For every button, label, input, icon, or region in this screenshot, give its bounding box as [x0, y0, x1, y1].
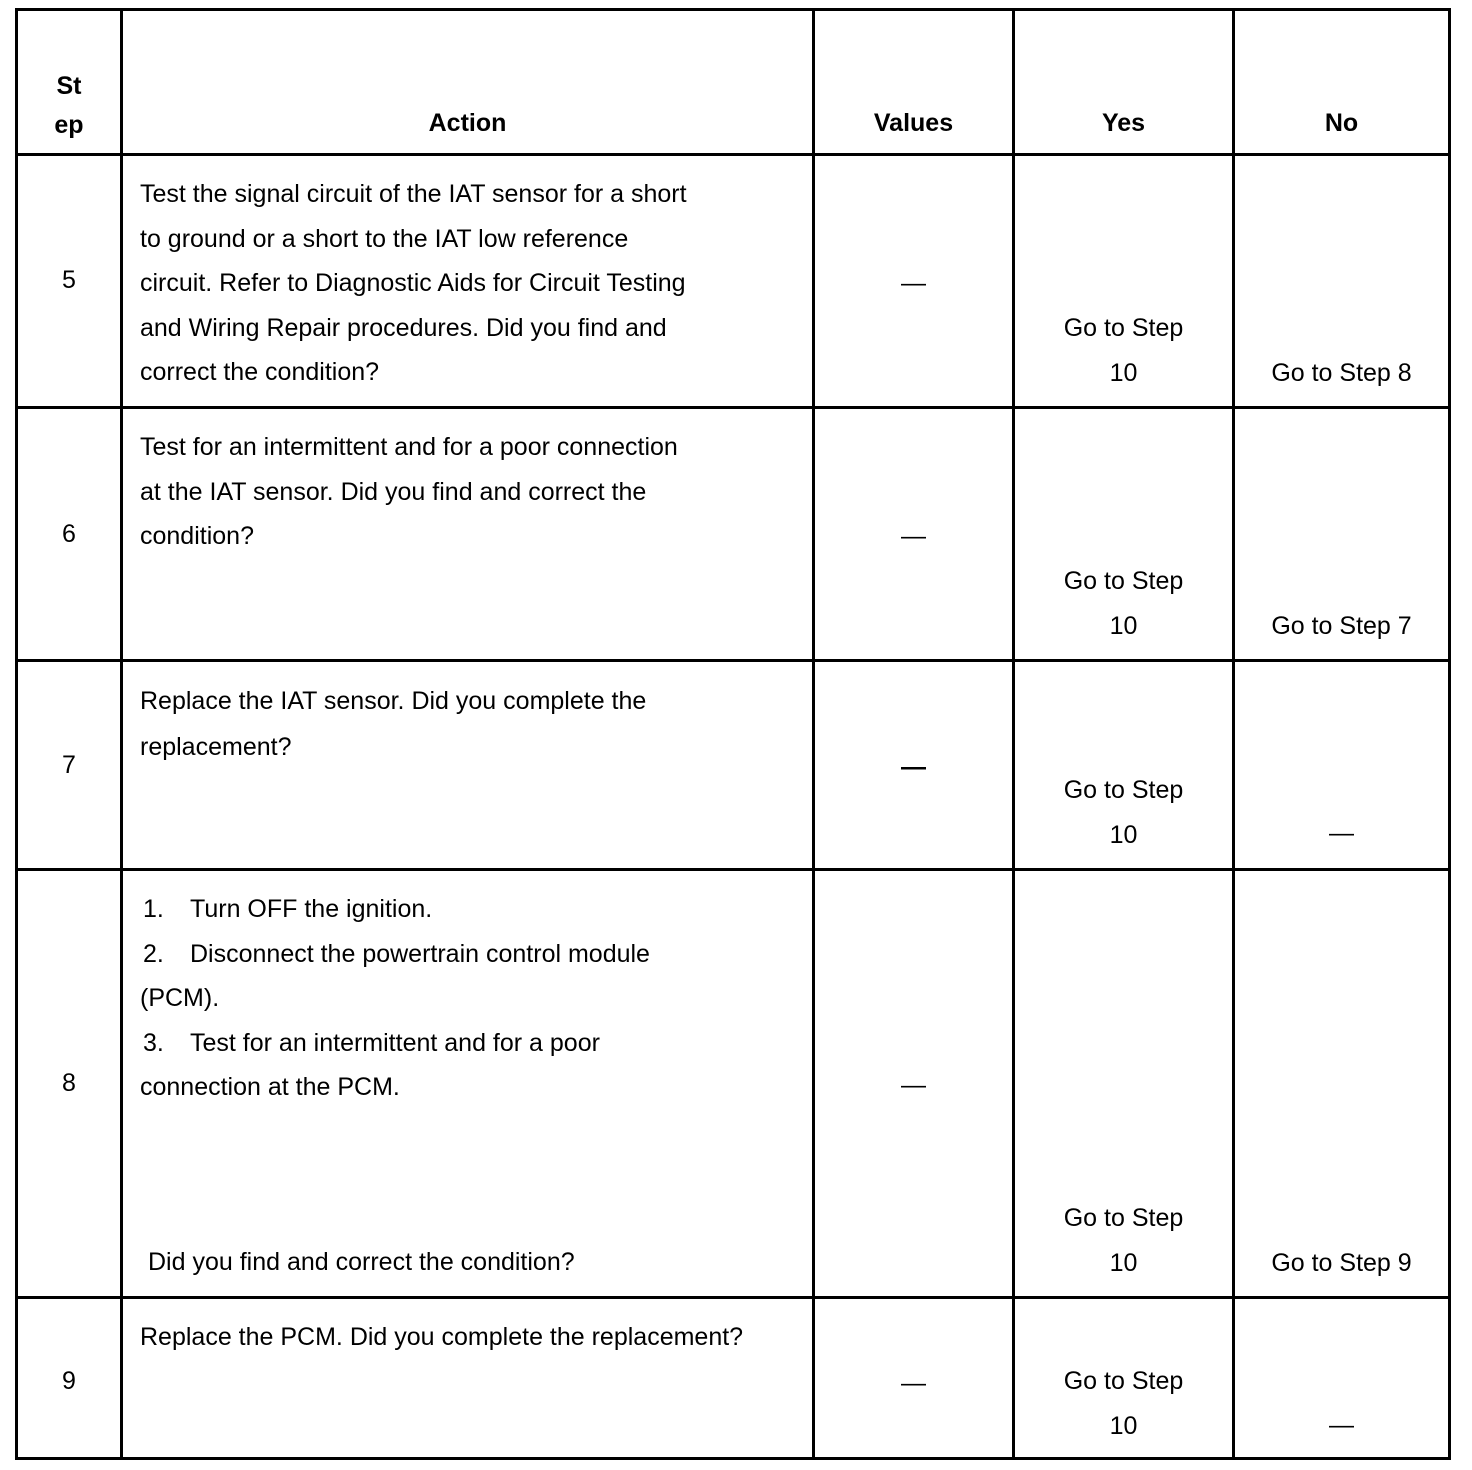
yes-cell [1012, 156, 1232, 406]
values-dash: — [901, 1071, 926, 1099]
action-line: Test for an intermittent and for a poor connection [140, 433, 678, 461]
action-line: circuit. Refer to Diagnostic Aids for Circuit Testing [140, 269, 686, 297]
table-row [18, 1296, 1448, 1457]
header-action: Action [428, 109, 507, 137]
step-cell [18, 156, 120, 406]
list-number: 2. [143, 939, 164, 968]
step-cell [18, 1299, 120, 1457]
values-cell [812, 662, 1012, 868]
yes-action [1015, 1196, 1232, 1285]
action-cell [120, 662, 812, 868]
action-line: to ground or a short to the IAT low reference [140, 224, 629, 253]
action-text [140, 678, 800, 770]
step-number: 9 [62, 1367, 76, 1395]
header-values-cell [812, 11, 1012, 153]
yes-action [1015, 306, 1232, 395]
list-text: connection at the PCM. [140, 1073, 400, 1101]
yes-cell [1012, 662, 1232, 868]
table-header-row [18, 11, 1448, 153]
header-yes-cell [1012, 11, 1232, 153]
no-cell [1232, 662, 1448, 868]
yes-line: Go to Step [1063, 567, 1184, 595]
yes-line: 10 [1109, 820, 1138, 849]
action-cell [120, 156, 812, 406]
action-text [140, 425, 800, 559]
header-no-cell [1232, 11, 1448, 153]
table-row [18, 659, 1448, 868]
action-cell [120, 1299, 812, 1457]
step-number: 8 [62, 1069, 76, 1097]
header-step-line1: St [56, 72, 82, 100]
action-cell [120, 871, 812, 1296]
list-text: Turn OFF the ignition. [190, 895, 433, 923]
no-dash: — [1329, 819, 1354, 847]
list-item [140, 1021, 800, 1066]
header-no: No [1324, 109, 1359, 137]
list-text: (PCM). [140, 984, 220, 1012]
action-question: Did you find and correct the condition? [148, 1248, 575, 1276]
yes-action [1015, 768, 1232, 857]
yes-line: 10 [1109, 358, 1138, 387]
action-line: correct the condition? [140, 358, 380, 386]
action-line: and Wiring Repair procedures. Did you find and [140, 313, 667, 342]
no-action: Go to Step 7 [1271, 612, 1412, 640]
no-action: Go to Step 8 [1271, 359, 1412, 387]
list-item [140, 1065, 800, 1110]
header-step-line2: ep [54, 111, 84, 139]
no-cell [1232, 1299, 1448, 1457]
values-cell [812, 156, 1012, 406]
no-dash: — [1329, 1411, 1354, 1439]
step-cell [18, 662, 120, 868]
step-number: 6 [62, 520, 76, 548]
list-number: 1. [143, 895, 164, 923]
list-number: 3. [143, 1028, 164, 1057]
yes-line: Go to Step [1063, 1204, 1184, 1232]
yes-line: 10 [1109, 1248, 1138, 1277]
list-item [140, 976, 800, 1021]
header-action-cell [120, 11, 812, 153]
yes-line: 10 [1109, 611, 1138, 640]
diagnostic-table [15, 8, 1451, 1460]
step-number: 5 [62, 266, 76, 294]
values-dash: — [901, 753, 926, 781]
action-line: replacement? [140, 733, 292, 761]
action-list [140, 887, 800, 1110]
yes-cell [1012, 1299, 1232, 1457]
values-cell [812, 871, 1012, 1296]
table-row [18, 406, 1448, 659]
step-cell [18, 409, 120, 659]
header-values: Values [873, 109, 954, 137]
list-text: Disconnect the powertrain control module [190, 939, 650, 968]
step-number: 7 [62, 751, 76, 779]
action-line: at the IAT sensor. Did you find and correct the [140, 477, 647, 506]
yes-action [1015, 559, 1232, 648]
table-row [18, 153, 1448, 406]
yes-action [1015, 1359, 1232, 1448]
table-row [18, 868, 1448, 1296]
list-item [140, 887, 800, 932]
yes-line: 10 [1109, 1411, 1138, 1440]
list-text: Test for an intermittent and for a poor [190, 1028, 600, 1057]
action-line: Test the signal circuit of the IAT sensor for a short [140, 180, 687, 208]
yes-line: Go to Step [1063, 1367, 1184, 1395]
header-yes: Yes [1101, 109, 1146, 137]
yes-cell [1012, 871, 1232, 1296]
no-cell [1232, 156, 1448, 406]
action-text [140, 1315, 812, 1360]
action-cell [120, 409, 812, 659]
no-cell [1232, 409, 1448, 659]
values-cell [812, 1299, 1012, 1457]
values-dash: — [901, 1369, 926, 1397]
action-line: Replace the PCM. Did you complete the replacement? [140, 1323, 744, 1351]
values-dash: — [901, 269, 926, 297]
action-text [140, 172, 800, 395]
step-cell [18, 871, 120, 1296]
action-line: Replace the IAT sensor. Did you complete the [140, 687, 647, 715]
values-dash: — [901, 522, 926, 550]
values-cell [812, 409, 1012, 659]
list-item [140, 932, 800, 977]
header-step-cell [18, 11, 120, 153]
no-action: Go to Step 9 [1271, 1249, 1412, 1277]
action-line: condition? [140, 522, 254, 550]
yes-cell [1012, 409, 1232, 659]
no-cell [1232, 871, 1448, 1296]
yes-line: Go to Step [1063, 314, 1184, 342]
yes-line: Go to Step [1063, 776, 1184, 804]
